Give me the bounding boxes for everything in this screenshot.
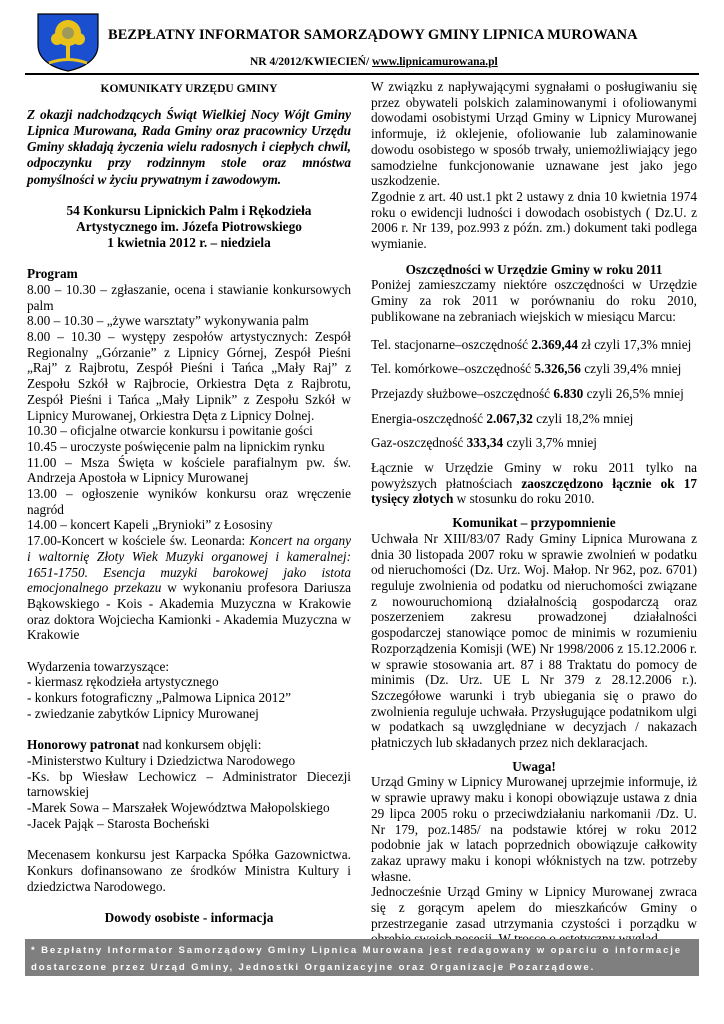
website-link[interactable]: www.lipnicamurowana.pl [372, 56, 498, 68]
komunikaty-heading: KOMUNIKATY URZĘDU GMINY [100, 83, 278, 95]
program-item: 10.30 – oficjalne otwarcie konkursu i powitanie gości [27, 423, 313, 439]
savings-item: Energia-oszczędność 2.067,32 czyli 18,2% mniej [371, 410, 634, 426]
savings-heading: Oszczędności w Urzędzie Gminy w roku 2011 [405, 261, 663, 277]
patron-item: -Ks. bp Wiesław Lechowicz – Administrator Diecezji tarnowskiej [27, 768, 351, 800]
warning-body: Urząd Gminy w Lipnicy Murowanej uprzejmie informuje, iż w sprawie uprawy maku i konopi obowiązuje ustawa z dnia 29 lipca 2005 roku o przeciwdziałaniu narkomanii /Dz. U. Nr 179, poz.1485/ na podstawie której w roku 2012 podobnie jak w latach poprzednich obowiązuje całkowity zakaz uprawy maku i konopi włóknistych na tzw. potrzeby własne. [371, 774, 697, 884]
event-item: - zwiedzanie zabytków Lipnicy Murowanej [27, 705, 259, 721]
patron-item: -Jacek Pająk – Starosta Bocheński [27, 815, 210, 831]
savings-item: Tel. stacjonarne–oszczędność 2.369,44 zł czyli 17,3% mniej [371, 336, 692, 352]
program-item: 13.00 – ogłoszenie wyników konkursu oraz wręczenie nagród [27, 486, 351, 517]
footer-line: * Bezpłatny Informator Samorządowy Gminy Lipnica Murowana jest redagowany w oparciu o informacje [31, 945, 682, 956]
program-item: 10.45 – uroczyste poświęcenie palm na lipnickim rynku [27, 438, 325, 454]
footer-banner [25, 939, 699, 976]
masthead-title: BEZPŁATNY INFORMATOR SAMORZĄDOWY GMINY LIPNICA MUROWANA [108, 27, 638, 43]
program-item: 14.00 – koncert Kapeli „Brynioki” z Łososiny [27, 517, 273, 533]
patron-item: -Ministerstwo Kultury i Dziedzictwa Narodowego [27, 752, 296, 768]
coat-of-arms-icon [35, 11, 101, 73]
contest-date: 1 kwietnia 2012 r. – niedziela [107, 234, 271, 250]
patron-heading: Honorowy patronat nad konkursem objęli: [27, 737, 262, 753]
footer-line: dostarczone przez Urząd Gminy, Jednostki Organizacyjne oraz Organizacje Pozarządowe. [31, 962, 596, 973]
savings-total: Łącznie w Urzędzie Gminy w roku 2011 tylko na powyższych płatnościach zaoszczędzono łącznie ok 17 tysięcy złotych w stosunku do roku 2010. [371, 460, 697, 507]
reminder-body: Uchwała Nr XIII/83/07 Rady Gminy Lipnica Murowana z dnia 30 listopada 2007 roku w sprawie zwolnień w podatku od nieruchomości (Dz. Urz. Woj. Małop. Nr 962, poz. 6701) reguluje zwolnienia od podatku od nieruchomości związane z nowouruchomioną działalnością gospodarczą oraz poszerzeniem zakresu prowadzonej działalności gospodarczej stanowiące pomoc de minimis w rozumieniu Rozporządzenia Komisji (WE) Nr 1998/2006 z 15.12.2006 r. w sprawie stosowania art. 87 i 88 Traktatu do pomocy de minimis (Dz. Urz. UE L Nr 379 z 28.12.2006 r.). Szczegółowe warunki i tryb ubiegania się o prawo do zwolnienia reguluje uchwała. Przysługujące podatnikom ulgi w podatkach są uwzględniane w decyzjach / nakazach płatniczych lub składanych przez nich deklaracjach. [371, 530, 697, 751]
sponsor-note: Mecenasem konkursu jest Karpacka Spółka Gazownictwa. Konkurs dofinansowano ze środków Ministra Kultury i dziedzictwa Narodowego. [27, 847, 351, 894]
program-item: 11.00 – Msza Święta w kościele parafialnym pw. św. Andrzeja Apostoła w Lipnicy Murowanej [27, 454, 351, 486]
events-heading: Wydarzenia towarzyszące: [27, 658, 170, 674]
contest-title: 54 Konkursu Lipnickich Palm i Rękodzieła [66, 203, 312, 219]
reminder-heading: Komunikat – przypomnienie [452, 515, 616, 531]
contest-title: Artystycznego im. Józefa Piotrowskiego [76, 219, 302, 235]
event-item: - konkurs fotograficzny „Palmowa Lipnica 2012” [27, 690, 292, 706]
dowody-heading: Dowody osobiste - informacja [104, 909, 274, 925]
program-item: 8.00 – 10.30 – występy zespołów artystycznych: Zespół Regionalny „Górzanie” z Lipnicy Górnej, Zespół Pieśni „Raj” z Rajbrotu, Zespół Pieśni i Tańca „Mały Raj” z Zespołu Szkół w Rajbrocie, Orkiestra Dęta z Rajbrotu, Zespół Pieśni i Tańca „Mały Lipnik” z Zespołu Szkół w Lipnicy Murowanej, Orkiestra Dęta z Lipnicy Dolnej. [27, 329, 351, 423]
easter-wishes: Z okazji nadchodzących Świąt Wielkiej Nocy Wójt Gminy Lipnica Murowana, Rada Gminy oraz pracownicy Urzędu Gminy składają życzenia wielu radosnych i ciepłych chwil, odpoczynku przy rodzinnym stole oraz mnóstwa pomyślności w życiu prywatnym i zawodowym. [27, 106, 351, 187]
savings-item: Gaz-oszczędność 333,34 czyli 3,7% mniej [371, 435, 597, 451]
cleanliness-appeal: Jednocześnie Urząd Gminy w Lipnicy Murowanej zwraca się z gorącym apelem do mieszkańców Gminy o przestrzeganie zasad utrzymania czystości i porządku w [371, 884, 697, 931]
event-item: - kiermasz rękodzieła artystycznego [27, 674, 219, 690]
right-column [371, 79, 697, 947]
savings-intro: Poniżej zamieszczamy niektóre oszczędności w Urzędzie Gminy za rok 2011 w porównaniu do roku 2010, publikowane na zebraniach wiejskich w miesiącu Marcu: [371, 277, 697, 324]
patron-item: -Marek Sowa – Marszałek Województwa Małopolskiego [27, 800, 330, 816]
program-heading: Program [27, 266, 78, 282]
issue-line: NR 4/2012/KWIECIEŃ/ www.lipnicamurowana.pl [250, 56, 498, 68]
masthead-divider [25, 73, 699, 75]
program-item: 8.00 – 10.30 – „żywe warsztaty” wykonywania palm [27, 313, 309, 329]
savings-item: Tel. komórkowe–oszczędność 5.326,56 czyli 39,4% mniej [371, 361, 682, 377]
id-card-intro: W związku z napływającymi sygnałami o posługiwaniu się przez obywateli polskich zalaminowanymi i ofoliowanymi dowodami osobistymi Urząd Gminy w Lipnicy Murowanej informuje, iż oklejenie, ofoliowanie lub zalaminowanie dowodu osobistego w sposób trwały, uniemożliwiający jego samodzielne funkcjonowanie uznawane jest jako jego uszkodzenie. [371, 79, 697, 189]
program-item-concert: 17.00-Koncert w kościele św. Leonarda: Koncert na organy i waltornię Złoty Wiek Muzyki organowej i kameralnej: 1651-1750. Esencja muzyki barokowej jako istota emocjonalnego przekazu w wykonaniu profesora Dariusza Bąkowskiego - Kois - Akademia Muzyczna w Krakowie oraz doktora Wojciecha Kamionki - Akademia Muzyczna w Krakowie [27, 533, 352, 643]
savings-item: Przejazdy służbowe–oszczędność 6.830 czyli 26,5% mniej [371, 385, 684, 401]
program-item: 8.00 – 10.30 – zgłaszanie, ocena i stawianie konkursowych palm [27, 281, 351, 313]
id-card-law: Zgodnie z art. 40 ust.1 pkt 2 ustawy z dnia 10 kwietnia 1974 roku o ewidencji ludności i dowodach osobistych ( Dz.U. z 2006 r. Nr 139, poz.993 z późn. zm.) dokument taki podlega wymianie. [371, 188, 697, 252]
left-column [27, 82, 351, 926]
warning-heading: Uwaga! [512, 758, 556, 774]
